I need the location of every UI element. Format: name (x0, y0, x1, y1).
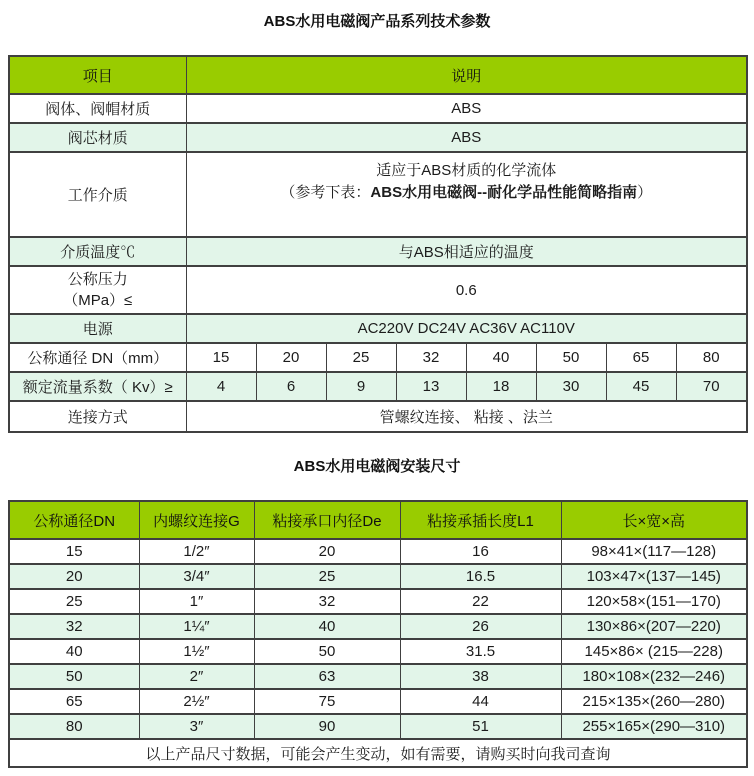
table-footer-row (9, 739, 747, 767)
header-description: 说明 (186, 56, 747, 94)
table-header-row (9, 56, 747, 94)
kv-value: 9 (326, 372, 396, 401)
cell-dn: 20 (9, 564, 139, 589)
row-value: 管螺纹连接、 粘接 、法兰 (186, 401, 747, 432)
table-header-row (9, 501, 747, 539)
table-row (9, 639, 747, 664)
cell-socket-de: 63 (254, 664, 400, 689)
cell-thread-g: 1/2″ (139, 539, 254, 564)
cell-lwh: 130×86×(207—220) (561, 614, 747, 639)
kv-value: 70 (676, 372, 747, 401)
table-row (9, 152, 747, 237)
cell-thread-g: 1½″ (139, 639, 254, 664)
work-media-line1: 适应于ABS材质的化学流体 (376, 161, 557, 179)
cell-lwh: 145×86× (215—228) (561, 639, 747, 664)
cell-lwh: 98×41×(117—128) (561, 539, 747, 564)
cell-thread-g: 1¼″ (139, 614, 254, 639)
cell-insert-l1: 38 (400, 664, 561, 689)
row-label: 阀体、阀帽材质 (9, 94, 186, 123)
row-label: 额定流量系数（ Kv）≥ (9, 372, 186, 401)
row-label: 公称通径 DN（mm） (9, 343, 186, 372)
row-value: ABS (186, 123, 747, 152)
cell-dn: 40 (9, 639, 139, 664)
row-value (186, 152, 747, 237)
kv-value: 4 (186, 372, 256, 401)
cell-thread-g: 3/4″ (139, 564, 254, 589)
row-value: 0.6 (186, 266, 747, 314)
row-label: 工作介质 (9, 152, 186, 237)
cell-dn: 15 (9, 539, 139, 564)
cell-lwh: 180×108×(232—246) (561, 664, 747, 689)
work-media-line2-bold: ABS水用电磁阀--耐化学品性能简略指南 (370, 183, 638, 201)
cell-insert-l1: 26 (400, 614, 561, 639)
cell-lwh: 120×58×(151—170) (561, 589, 747, 614)
cell-dn: 50 (9, 664, 139, 689)
work-media-line2-suffix: ） (637, 183, 653, 201)
cell-dn: 80 (9, 714, 139, 739)
kv-value: 6 (256, 372, 326, 401)
dn-value: 40 (466, 343, 536, 372)
row-value: ABS (186, 94, 747, 123)
header-socket-de: 粘接承口内径De (254, 501, 400, 539)
table-row (9, 94, 747, 123)
dn-value: 15 (186, 343, 256, 372)
dn-value: 20 (256, 343, 326, 372)
cell-insert-l1: 22 (400, 589, 561, 614)
dn-value: 32 (396, 343, 466, 372)
cell-socket-de: 20 (254, 539, 400, 564)
cell-thread-g: 1″ (139, 589, 254, 614)
table-row (9, 714, 747, 739)
table-row (9, 539, 747, 564)
footer-note: 以上产品尺寸数据，可能会产生变动，如有需要，请购买时向我司查询 (9, 739, 747, 767)
pressure-label-line2: （MPa）≤ (63, 292, 133, 309)
row-label (9, 266, 186, 314)
table-row (9, 266, 747, 314)
kv-value: 18 (466, 372, 536, 401)
cell-socket-de: 75 (254, 689, 400, 714)
table-row (9, 614, 747, 639)
header-lwh: 长×宽×高 (561, 501, 747, 539)
kv-value: 30 (536, 372, 606, 401)
header-dn: 公称通径DN (9, 501, 139, 539)
header-insert-l1: 粘接承插长度L1 (400, 501, 561, 539)
cell-dn: 65 (9, 689, 139, 714)
dn-value: 25 (326, 343, 396, 372)
table-row (9, 401, 747, 432)
dn-value: 80 (676, 343, 747, 372)
table-row (9, 314, 747, 343)
table-row (9, 689, 747, 714)
cell-socket-de: 32 (254, 589, 400, 614)
cell-socket-de: 50 (254, 639, 400, 664)
tech-params-title: ABS水用电磁阀产品系列技术参数 (263, 13, 491, 30)
pressure-label-line1: 公称压力 (67, 271, 128, 288)
dn-value: 65 (606, 343, 676, 372)
table-row (9, 589, 747, 614)
cell-insert-l1: 51 (400, 714, 561, 739)
row-value: 与ABS相适应的温度 (186, 237, 747, 266)
table-row (9, 664, 747, 689)
cell-insert-l1: 16.5 (400, 564, 561, 589)
table-row (9, 372, 747, 401)
kv-value: 45 (606, 372, 676, 401)
tech-params-table (8, 55, 748, 433)
cell-insert-l1: 44 (400, 689, 561, 714)
cell-thread-g: 3″ (139, 714, 254, 739)
row-label: 阀芯材质 (9, 123, 186, 152)
table-row (9, 123, 747, 152)
install-dims-table (8, 500, 748, 768)
work-media-line2-prefix: （参考下表： (280, 183, 371, 201)
cell-lwh: 255×165×(290—310) (561, 714, 747, 739)
cell-thread-g: 2½″ (139, 689, 254, 714)
table-row (9, 343, 747, 372)
cell-socket-de: 25 (254, 564, 400, 589)
cell-insert-l1: 16 (400, 539, 561, 564)
cell-insert-l1: 31.5 (400, 639, 561, 664)
cell-dn: 25 (9, 589, 139, 614)
header-item: 项目 (9, 56, 186, 94)
row-value: AC220V DC24V AC36V AC110V (186, 314, 747, 343)
table-row (9, 237, 747, 266)
cell-dn: 32 (9, 614, 139, 639)
header-thread-g: 内螺纹连接G (139, 501, 254, 539)
row-label: 介质温度℃ (9, 237, 186, 266)
row-label: 电源 (9, 314, 186, 343)
cell-lwh: 103×47×(137—145) (561, 564, 747, 589)
row-label: 连接方式 (9, 401, 186, 432)
cell-socket-de: 90 (254, 714, 400, 739)
dn-value: 50 (536, 343, 606, 372)
cell-socket-de: 40 (254, 614, 400, 639)
install-dims-title: ABS水用电磁阀安装尺寸 (293, 458, 461, 475)
cell-thread-g: 2″ (139, 664, 254, 689)
kv-value: 13 (396, 372, 466, 401)
table-row (9, 564, 747, 589)
cell-lwh: 215×135×(260—280) (561, 689, 747, 714)
